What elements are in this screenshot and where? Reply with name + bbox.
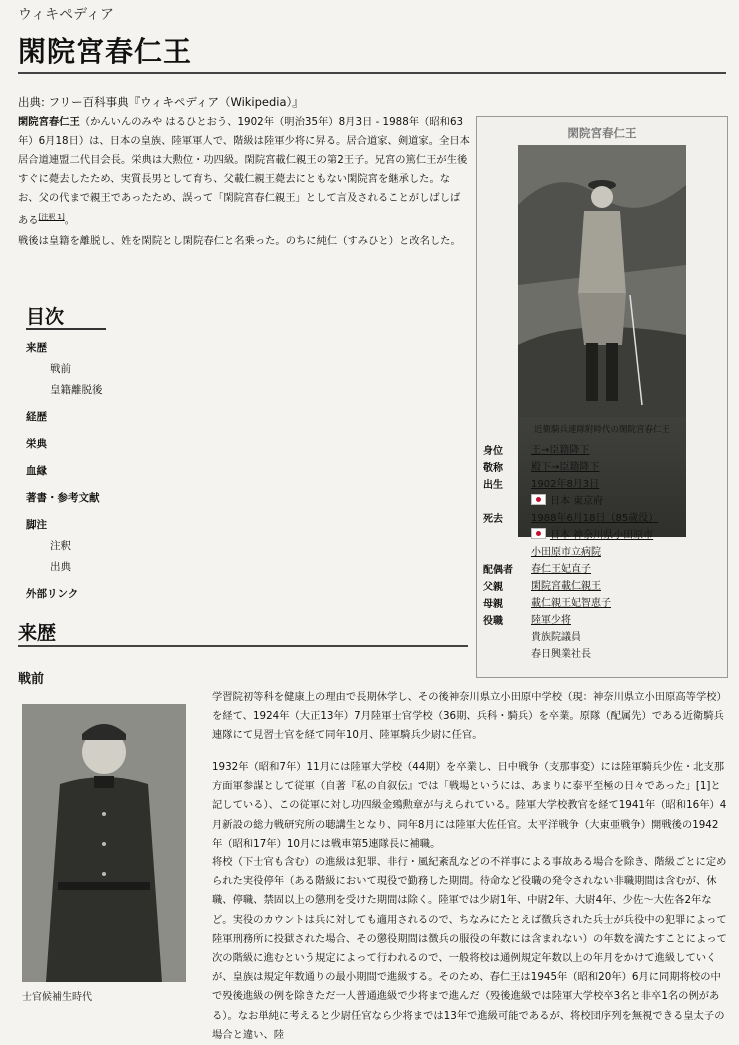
body-paragraph-2: 1932年（昭和7年）11月には陸軍大学校（44期）を卒業し、日中戦争（支那事変）には陸軍騎兵少佐・北支那方面軍参謀として従軍（自著『私の自叙伝』では「戦場というには、あまりに泰平至極の日々であった」[1]と記している）、この従軍に対し功四級金鵄勲章が与えられている。陸軍大学校教官を経て1941年（昭和16年）4月新設の総力戦研究所の聴講生となり、同年8月には陸軍大佐任官。太平洋戦争（大東亜戦争）開戦後の1942年（昭和17年）10月には戦車第5連隊長に補職。 <box>212 761 727 850</box>
note-link[interactable]: [注釈 1] <box>38 213 65 221</box>
death-date[interactable]: 1988年6月18日（85歳没） <box>531 513 659 524</box>
lead-name: 閑院宮春仁王 <box>18 116 80 128</box>
birth-date[interactable]: 1902年8月3日 <box>531 479 600 490</box>
role-1[interactable]: 陸軍少将 <box>531 615 571 626</box>
infobox <box>476 116 728 678</box>
lead-text: （かんいんのみや はるひとおう、1902年（明治35年）8月3日 - 1988年（昭和63年）6月18日）は、日本の皇族、陸軍軍人で、階級は陸軍少将に昇る。居合道家、剣道家。全日本居合道連盟二代目会長。栄典は大勲位・功四級。閑院宮載仁親王の第2王子。兄宮の篤仁王が生後すぐに薨去したため、実質長男として育ち、父載仁親王薨去にともない閑院宮を継承した。なお、父の代まで親王であったため、誤って「閑院宮春仁親王」として言及されることがしばしばある <box>18 116 470 227</box>
infobox-title: 閑院宮春仁王 <box>567 126 637 140</box>
toc-divider <box>26 328 106 330</box>
infobox-row-death: 死去 1988年6月18日（85歳没） 日本 神奈川県小田原市 小田原市立病院 <box>483 510 723 561</box>
infobox-row-role: 役職 陸軍少将 貴族院議員 春日興業社長 <box>483 612 723 663</box>
toc-item-senzen[interactable]: 戦前 <box>50 363 71 375</box>
cadet-photo-caption: 士官候補生時代 <box>22 992 92 1003</box>
spouse-link[interactable]: 春仁王妃直子 <box>531 564 591 575</box>
link-keisho[interactable]: 殿下→臣籍降下 <box>531 462 600 473</box>
toc-item-kyakuchu[interactable]: 脚注 <box>26 519 47 531</box>
death-place[interactable]: 日本 神奈川県小田原市 <box>550 530 654 541</box>
table-of-contents <box>26 338 246 605</box>
cadet-figure-icon <box>22 704 186 982</box>
site-name[interactable]: ウィキペディア <box>18 7 115 23</box>
toc-item-shutten[interactable]: 出典 <box>50 561 71 573</box>
section-title: 来歴 <box>18 622 57 644</box>
portrait-figure-icon <box>518 145 686 417</box>
infobox-photo-caption: 近衛騎兵連隊附時代の閑院宮春仁王 <box>533 425 670 435</box>
page-title: 閑院宮春仁王 <box>18 35 193 68</box>
title-divider <box>18 72 726 74</box>
lead-paragraph-2: 戦後は皇籍を離脱し、姓を閑院とし閑院春仁と名乗った。のちに純仁（すみひと）と改名した。 <box>18 235 461 247</box>
toc-item-keireki[interactable]: 経歴 <box>26 411 47 423</box>
role-3: 春日興業社長 <box>531 649 591 660</box>
infobox-row-spouse: 配偶者 春仁王妃直子 <box>483 564 591 576</box>
toc-title: 目次 <box>26 306 65 328</box>
body-paragraph-3: 将校（下士官も含む）の進級は犯罪、非行・風紀紊乱などの不祥事による事故ある場合を除き、階級ごとに定められた実役停年（ある階級において現役で勤務した期間。待命など役職の発令されない非職期間は含むが、休職、停職、禁固以上の懲刑を受けた期間は除く。陸軍では少尉1年、中尉2年、大尉4年、少佐〜大佐各2年など。実役のカウントは兵に対しても適用されるので、ちなみにたとえば徴兵された兵士が兵役中の犯罪によって陸軍刑務所に投獄された場合、その懲役期間は徴兵の服役の年数には含まれない）の年数を満たすことによって次の階級に進むという規定によって行われるので、一般将校は通例規定年数以上の年月をかけて進級していくが、皇族は規定年数通りの最小期間で進級する。そのため、春仁王は1945年（昭和20年）6月に同期将校の中で殁後進級の例を除きただ一人普通進級で少将まで進んだ（殁後進級では陸軍大学校卒3名と非卒1名の例がある）。なお単純に考えると少尉任官なら少将までは13年で進級可能であるが、将校団序列を無視できる皇太子の場合と違い、陸 <box>212 856 727 1041</box>
toc-item-gaibu[interactable]: 外部リンク <box>26 588 79 600</box>
infobox-row-mother: 母親 載仁親王妃智恵子 <box>483 598 611 610</box>
japan-flag-icon <box>531 528 546 539</box>
toc-item-rireki[interactable]: 来歴 <box>26 342 47 354</box>
infobox-row-father: 父親 閑院宮載仁親王 <box>483 581 601 593</box>
infobox-table <box>483 442 723 663</box>
role-2: 貴族院議員 <box>531 632 581 643</box>
toc-item-koseki[interactable]: 皇籍離脱後 <box>50 384 103 396</box>
toc-item-ketsuen[interactable]: 血縁 <box>26 465 47 477</box>
section-divider <box>18 645 468 647</box>
death-hospital[interactable]: 小田原市立病院 <box>531 547 601 558</box>
mother-link[interactable]: 載仁親王妃智恵子 <box>531 598 611 609</box>
infobox-row-birth: 出生 1902年8月3日 日本 東京府 <box>483 476 723 510</box>
japan-flag-icon <box>531 494 546 505</box>
infobox-row-keisho: 敬称 殿下→臣籍降下 <box>483 462 600 474</box>
toc-item-eiten[interactable]: 栄典 <box>26 438 47 450</box>
father-link[interactable]: 閑院宮載仁親王 <box>531 581 601 592</box>
toc-item-chushaku[interactable]: 注釈 <box>50 540 71 552</box>
source-line: 出典: フリー百科事典『ウィキペディア（Wikipedia）』 <box>18 95 304 109</box>
infobox-row-ii: 身位 王→臣籍降下 <box>483 445 590 457</box>
subsection-title: 戦前 <box>18 672 45 687</box>
toc-item-chosho[interactable]: 著書・参考文献 <box>26 492 100 504</box>
link-ii[interactable]: 王→臣籍降下 <box>531 445 590 456</box>
lead-paragraph <box>18 113 470 230</box>
lead-end: 。 <box>64 214 76 227</box>
body-paragraph-1: 学習院初等科を健康上の理由で長期休学し、その後神奈川県立小田原中学校（現：神奈川県立小田原高等学校）を経て、1924年（大正13年）7月陸軍士官学校（36期、兵科・騎兵）を卒業。原隊（配属先）である近衛騎兵連隊にて見習士官を経て同年10月、陸軍騎兵少尉に任官。 <box>212 691 727 742</box>
cadet-photo[interactable] <box>22 704 186 982</box>
birth-place[interactable]: 日本 東京府 <box>550 496 604 507</box>
